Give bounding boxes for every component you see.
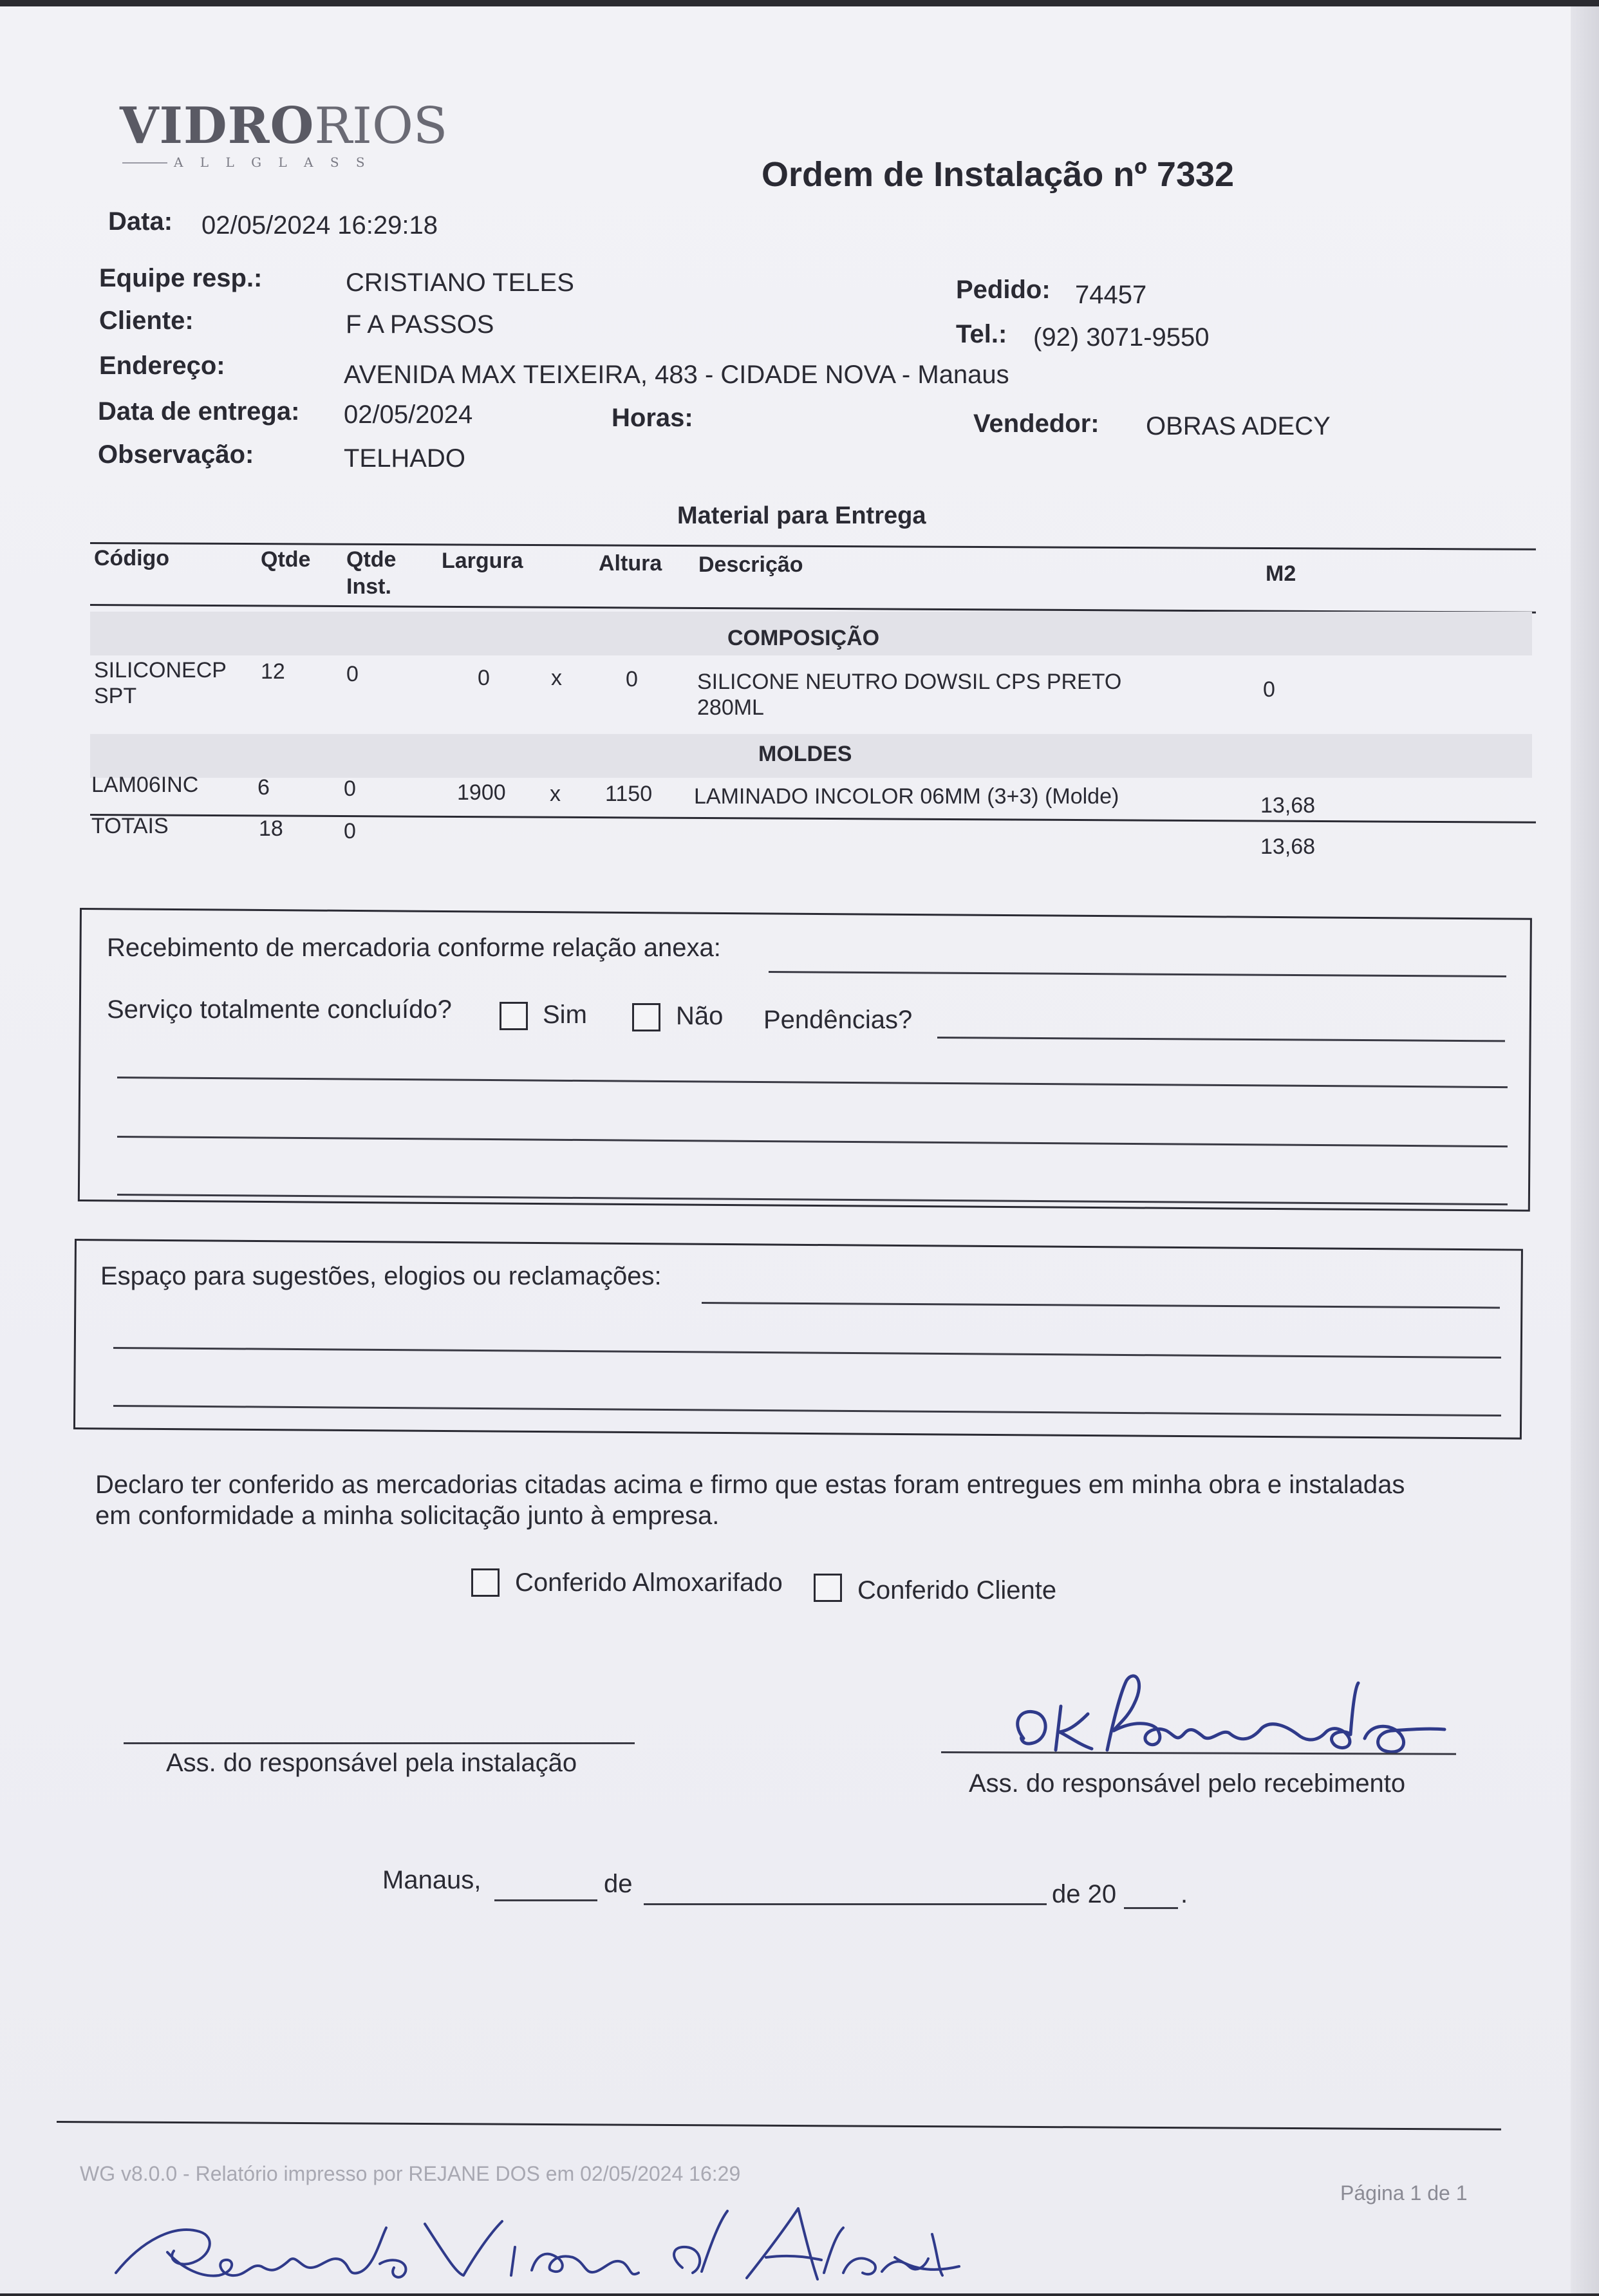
table-cell-x: x	[551, 666, 562, 690]
installer-signature-label: Ass. do responsável pela instalação	[166, 1749, 577, 1777]
year-blank	[1124, 1907, 1178, 1909]
table-cell-qtde: 6	[257, 775, 270, 800]
table-cell-largura: 1900	[457, 780, 506, 805]
company-logo	[120, 97, 447, 155]
table-cell-altura: 1150	[605, 782, 653, 806]
totals-qtde-inst: 0	[344, 819, 356, 843]
footer-printed-by: WG v8.0.0 - Relatório impresso por REJANE DOS em 02/05/2024 16:29	[80, 2162, 741, 2185]
receiver-signature	[985, 1661, 1474, 1783]
receiver-signature-label: Ass. do responsável pelo recebimento	[969, 1769, 1406, 1798]
recebimento-label: Recebimento de mercadoria conforme relação anexa:	[107, 934, 721, 962]
declaration-line-1: Declaro ter conferido as mercadorias citadas acima e firmo que estas foram entregues em minha obra e instaladas	[95, 1471, 1405, 1499]
table-cell-qtde-inst: 0	[346, 662, 359, 686]
suggestions-label: Espaço para sugestões, elogios ou reclamações:	[100, 1262, 662, 1290]
cliente-label: Cliente:	[99, 306, 194, 335]
horas-label: Horas:	[612, 404, 693, 432]
group-title: COMPOSIÇÃO	[727, 626, 880, 650]
servico-label: Serviço totalmente concluído?	[107, 995, 452, 1024]
date-label: Data:	[108, 207, 173, 236]
col-header-m2: M2	[1266, 561, 1296, 586]
logo-tagline: A L L G L A S S	[174, 155, 371, 170]
page-edge	[1571, 6, 1599, 2293]
tel-label: Tel.:	[956, 320, 1007, 348]
table-cell-descricao: 280ML	[697, 695, 764, 720]
equipe-label: Equipe resp.:	[99, 264, 263, 292]
table-cell-codigo: SPT	[94, 684, 137, 708]
endereco-value: AVENIDA MAX TEIXEIRA, 483 - CIDADE NOVA - Manaus	[344, 361, 1009, 389]
conferido-cliente-checkbox[interactable]	[814, 1574, 842, 1602]
tel-value: (92) 3071-9550	[1033, 323, 1210, 352]
table-cell-altura: 0	[626, 667, 638, 692]
table-cell-descricao: LAMINADO INCOLOR 06MM (3+3) (Molde)	[694, 784, 1119, 809]
table-cell-qtde-inst: 0	[344, 776, 356, 801]
entrega-value: 02/05/2024	[344, 400, 473, 429]
col-header-qtde-inst-1: Qtde	[346, 547, 397, 572]
logo-tagline-rule-left	[122, 162, 167, 164]
installer-signature-line	[124, 1742, 635, 1744]
conferido-cliente-label: Conferido Cliente	[857, 1576, 1057, 1604]
conferido-almoxarifado-checkbox[interactable]	[471, 1568, 500, 1597]
cliente-value: F A PASSOS	[346, 310, 494, 339]
nao-checkbox[interactable]	[632, 1003, 660, 1031]
col-header-largura: Largura	[442, 549, 523, 573]
table-cell-codigo: SILICONECP	[94, 658, 227, 682]
table-cell-x: x	[550, 782, 561, 806]
vendedor-label: Vendedor:	[973, 409, 1099, 438]
table-cell-largura: 0	[478, 666, 490, 690]
bottom-handwritten-signature	[103, 2196, 978, 2292]
table-cell-qtde: 12	[261, 659, 285, 684]
entrega-label: Data de entrega:	[98, 397, 300, 426]
nao-label: Não	[676, 1002, 724, 1030]
group-title: MOLDES	[758, 742, 852, 766]
sim-checkbox[interactable]	[500, 1002, 528, 1030]
col-header-altura: Altura	[599, 551, 662, 576]
logo-brand-bold: VIDRO	[120, 97, 315, 155]
observacao-label: Observação:	[98, 440, 254, 469]
place-de: de	[604, 1870, 633, 1898]
table-cell-descricao: SILICONE NEUTRO DOWSIL CPS PRETO	[697, 670, 1122, 694]
material-section-title: Material para Entrega	[677, 502, 926, 529]
conferido-almoxarifado-label: Conferido Almoxarifado	[515, 1568, 783, 1597]
document-title: Ordem de Instalação nº 7332	[762, 155, 1235, 194]
date-value: 02/05/2024 16:29:18	[201, 211, 438, 240]
logo-brand-light: RIOS	[314, 97, 448, 155]
col-header-qtde: Qtde	[261, 547, 311, 572]
totals-qtde: 18	[259, 816, 283, 841]
col-header-codigo: Código	[94, 546, 170, 570]
endereco-label: Endereço:	[99, 352, 225, 380]
equipe-value: CRISTIANO TELES	[346, 268, 574, 297]
day-blank	[494, 1899, 597, 1901]
observacao-value: TELHADO	[344, 444, 465, 473]
month-blank	[644, 1903, 1047, 1905]
totals-m2: 13,68	[1260, 834, 1316, 859]
pedido-label: Pedido:	[956, 276, 1051, 304]
table-cell-codigo: LAM06INC	[91, 773, 199, 797]
totals-label: TOTAIS	[91, 814, 169, 838]
col-header-descricao: Descrição	[698, 552, 803, 577]
place-de-20: de 20	[1052, 1880, 1117, 1908]
place-end: .	[1181, 1880, 1188, 1908]
table-cell-m2: 0	[1263, 677, 1275, 702]
place-city: Manaus,	[382, 1866, 482, 1894]
footer-page-number: Página 1 de 1	[1340, 2181, 1468, 2205]
pedido-value: 74457	[1075, 281, 1147, 309]
sim-label: Sim	[543, 1001, 587, 1029]
table-cell-m2: 13,68	[1260, 793, 1316, 818]
declaration-line-2: em conformidade a minha solicitação junto à empresa.	[95, 1501, 720, 1530]
pendencias-label: Pendências?	[763, 1006, 913, 1034]
vendedor-value: OBRAS ADECY	[1146, 412, 1331, 440]
col-header-qtde-inst-2: Inst.	[346, 574, 391, 599]
